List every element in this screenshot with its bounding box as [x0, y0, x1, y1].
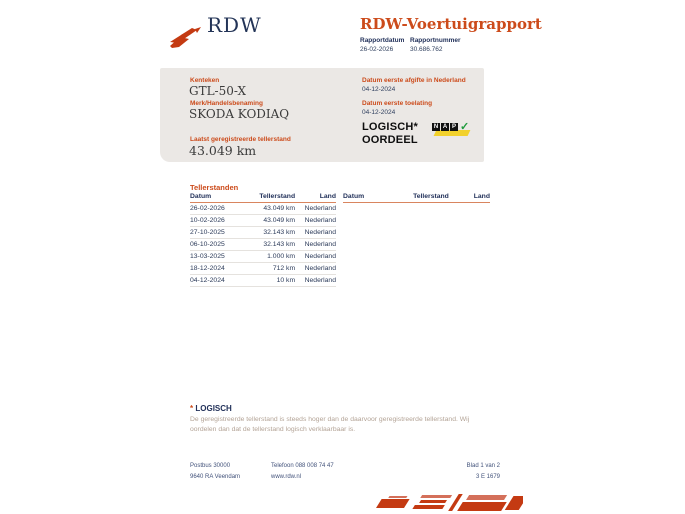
footnote-title-text: LOGISCH: [195, 404, 232, 413]
eerste-afgifte-label: Datum eerste afgifte in Nederland: [362, 77, 466, 84]
footnote-title: [190, 404, 232, 413]
table-cell: Nederland: [304, 253, 336, 260]
nap-logo: [432, 123, 474, 138]
table-cell: 32.143 km: [263, 241, 296, 248]
table-cell: 712 km: [272, 265, 296, 272]
table-cell: 06-10-2025: [190, 241, 225, 248]
kenteken-label: Kenteken: [190, 77, 220, 84]
table-row: [190, 275, 336, 287]
column-header-tellerstand: Tellerstand: [413, 193, 449, 200]
table-header-row: [190, 192, 336, 203]
column-header-datum: Datum: [343, 193, 365, 200]
laatste-tellerstand-label: Laatst geregistreerde tellerstand: [190, 136, 291, 143]
table-cell: 04-12-2024: [190, 277, 225, 284]
table-cell: 10-02-2026: [190, 217, 225, 224]
tellerstanden-rows: [190, 203, 336, 287]
nap-letter-n: N: [433, 124, 439, 130]
page-title: RDW-Voertuigrapport: [360, 15, 542, 33]
table-row: [190, 251, 336, 263]
footer-contact: [271, 461, 334, 483]
table-row: [190, 239, 336, 251]
table-cell: 27-10-2025: [190, 229, 225, 236]
footer-website-link[interactable]: www.rdw.nl: [271, 474, 302, 480]
footnote-asterisk: *: [190, 404, 194, 413]
table-cell: Nederland: [304, 205, 336, 212]
table-cell: 13-03-2025: [190, 253, 225, 260]
footer-form-code: 3 E 1679: [475, 474, 500, 480]
footer-page-info: [420, 461, 500, 483]
table-cell: Nederland: [304, 277, 336, 284]
column-header-tellerstand: Tellerstand: [259, 193, 296, 200]
footer-phone: Telefoon 088 008 74 47: [271, 463, 334, 469]
report-date-value: 26-02-2026: [360, 46, 394, 53]
eerste-toelating-label: Datum eerste toelating: [362, 100, 433, 107]
merk-value: SKODA KODIAQ: [189, 107, 290, 121]
table-cell: 10 km: [276, 277, 296, 284]
table-cell: 43.049 km: [263, 217, 296, 224]
table-row: [190, 215, 336, 227]
table-cell: Nederland: [304, 217, 336, 224]
tellerstanden-table: [190, 192, 336, 287]
table-row: [190, 203, 336, 215]
kenteken-value: GTL-50-X: [189, 84, 247, 98]
table-cell: 32.143 km: [263, 229, 296, 236]
oordeel-text: [362, 121, 418, 147]
column-header-land: Land: [319, 193, 336, 200]
column-header-land: Land: [473, 193, 490, 200]
footnote-body: De geregistreerde tellerstand is steeds hoger dan de daarvoor geregistreerde tellerstand. Wij oordelen dan dat de tellerstand logisch verklaarbaar is.: [190, 416, 470, 433]
footer-address-line1: Postbus 30000: [190, 463, 231, 469]
table-cell: Nederland: [304, 229, 336, 236]
oordeel-line1: LOGISCH*: [362, 121, 418, 133]
eerste-afgifte-value: 04-12-2024: [362, 86, 396, 93]
footer-page-number: Blad 1 van 2: [466, 463, 500, 469]
report-number-label: Rapportnummer: [410, 37, 461, 44]
oordeel-line2: OORDEEL: [362, 134, 418, 146]
column-header-datum: Datum: [190, 193, 212, 200]
table-cell: Nederland: [304, 265, 336, 272]
table-header-row: [343, 192, 490, 203]
nap-checkmark-icon: ✓: [460, 121, 470, 133]
table-cell: 26-02-2026: [190, 205, 225, 212]
footer-address-line2: 9640 RA Veendam: [190, 474, 241, 480]
table-cell: Nederland: [304, 241, 336, 248]
table-cell: 43.049 km: [263, 205, 296, 212]
tellerstanden-table-continued: [343, 192, 490, 203]
nap-letter-a: A: [442, 124, 448, 130]
table-cell: 1.000 km: [267, 253, 296, 260]
tellerstanden-section-title: Tellerstanden: [190, 183, 239, 192]
vehicle-summary-box: [160, 68, 484, 162]
footer-address: [190, 461, 240, 483]
table-row: [190, 227, 336, 239]
rdw-logo-text: RDW: [207, 13, 262, 37]
table-row: [190, 263, 336, 275]
nap-letters: [432, 123, 458, 131]
report-date-label: Rapportdatum: [360, 37, 405, 44]
rdw-wing-logo-icon: [168, 22, 206, 48]
report-number-value: 30.686.762: [410, 46, 443, 53]
rdw-stripes-decoration-icon: [368, 492, 523, 514]
eerste-toelating-value: 04-12-2024: [362, 109, 396, 116]
nap-letter-p: P: [451, 124, 456, 130]
laatste-tellerstand-value: 43.049 km: [189, 143, 257, 158]
table-cell: 18-12-2024: [190, 265, 225, 272]
merk-label: Merk/Handelsbenaming: [190, 100, 263, 107]
